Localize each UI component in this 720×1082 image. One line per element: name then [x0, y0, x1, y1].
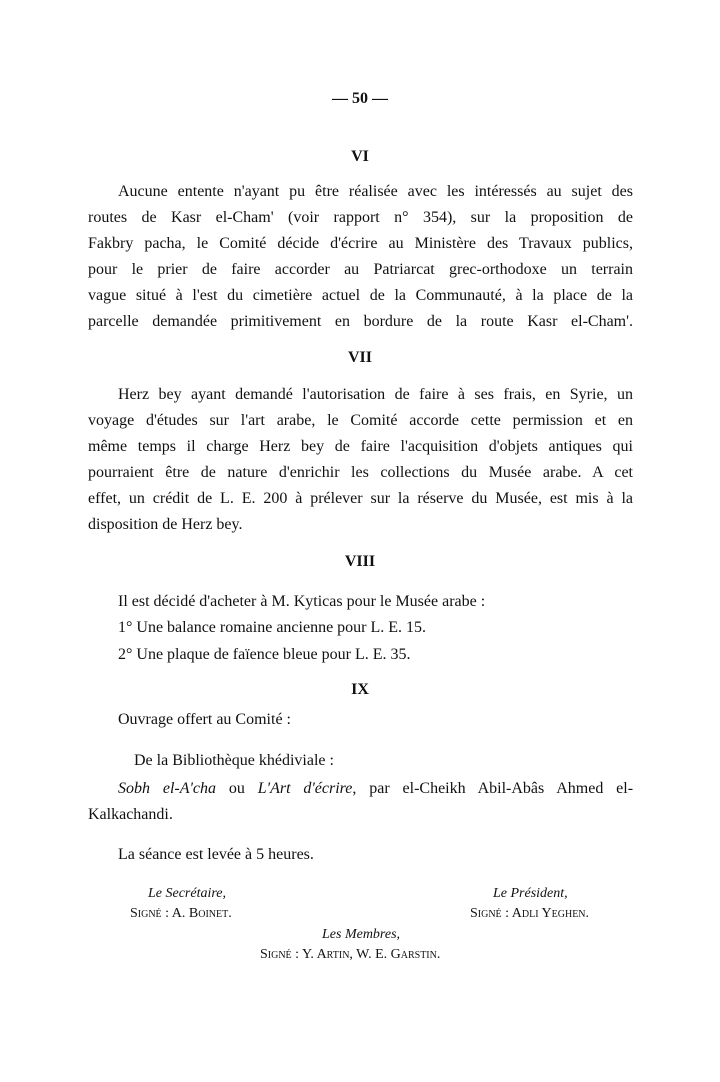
paragraph-line: Aucune entente n'ayant pu être réalisée avec les intéressés au sujet des: [118, 183, 633, 200]
secretary-title-text: Le Secrétaire,: [148, 886, 227, 901]
list-item: 1° Une balance romaine ancienne pour L. E. 15.: [118, 619, 427, 636]
secretary-title: [148, 884, 226, 904]
paragraph-line: Herz bey ayant demandé l'autorisation de faire à ses frais, en Syrie, un: [118, 386, 633, 403]
paragraph-line: vague situé à l'est du cimetière actuel de la Communauté, à la place de la: [88, 287, 633, 304]
president-signature: Signé : Adli Yeghen.: [470, 906, 590, 921]
closing-line: La séance est levée à 5 heures.: [118, 846, 314, 863]
members-title: [322, 925, 400, 945]
book-title-french: L'Art d'écrire: [257, 780, 353, 797]
paragraph-line: pourraient être de nature d'enrichir les collections du Musée arabe. A cet: [88, 464, 633, 481]
paragraph-line: De la Bibliothèque khédiviale :: [134, 752, 334, 769]
paragraph-line: pour le prier de faire accorder au Patriarcat grec-orthodoxe un terrain: [88, 261, 633, 278]
paragraph-line: routes de Kasr el-Cham' (voir rapport n° 354), sur la proposition de: [88, 209, 633, 226]
president-title-text: Le Président,: [493, 886, 568, 901]
book-citation-line: [118, 779, 633, 799]
paragraph-line: même temps il charge Herz bey de faire l'acquisition d'objets antiques qui: [88, 438, 633, 455]
president-title: [493, 884, 568, 904]
members-signature: Signé : Y. Artin, W. E. Garstin.: [260, 947, 441, 962]
section-heading-vi: VI: [351, 148, 369, 165]
members-title-text: Les Membres,: [322, 927, 401, 942]
paragraph-line: Il est décidé d'acheter à M. Kyticas pour le Musée arabe :: [118, 593, 486, 610]
paragraph-line: parcelle demandée primitivement en bordure de la route Kasr el-Cham'.: [88, 313, 633, 330]
book-author: , par el-Cheikh Abil-Abâs Ahmed el-: [352, 780, 634, 797]
book-or: ou: [228, 780, 245, 797]
paragraph-line: Ouvrage offert au Comité :: [118, 711, 291, 728]
section-heading-viii: VIII: [344, 553, 376, 570]
section-heading-vii: VII: [347, 349, 372, 366]
page-number: — 50 —: [332, 90, 388, 107]
paragraph-line: effet, un crédit de L. E. 200 à prélever sur la réserve du Musée, est mis à la: [88, 490, 633, 507]
section-heading-ix: IX: [351, 681, 369, 698]
book-title-arabic: Sobh el-A'cha: [118, 780, 217, 797]
paragraph-line: disposition de Herz bey.: [88, 516, 243, 533]
paragraph-line: voyage d'études sur l'art arabe, le Comité accorde cette permission et en: [88, 412, 633, 429]
list-item: 2° Une plaque de faïence bleue pour L. E. 35.: [118, 646, 411, 663]
paragraph-line: Fakbry pacha, le Comité décide d'écrire au Ministère des Travaux publics,: [88, 235, 633, 252]
book-author-continued: Kalkachandi.: [88, 806, 173, 823]
secretary-signature: Signé : A. Boinet.: [130, 906, 232, 921]
